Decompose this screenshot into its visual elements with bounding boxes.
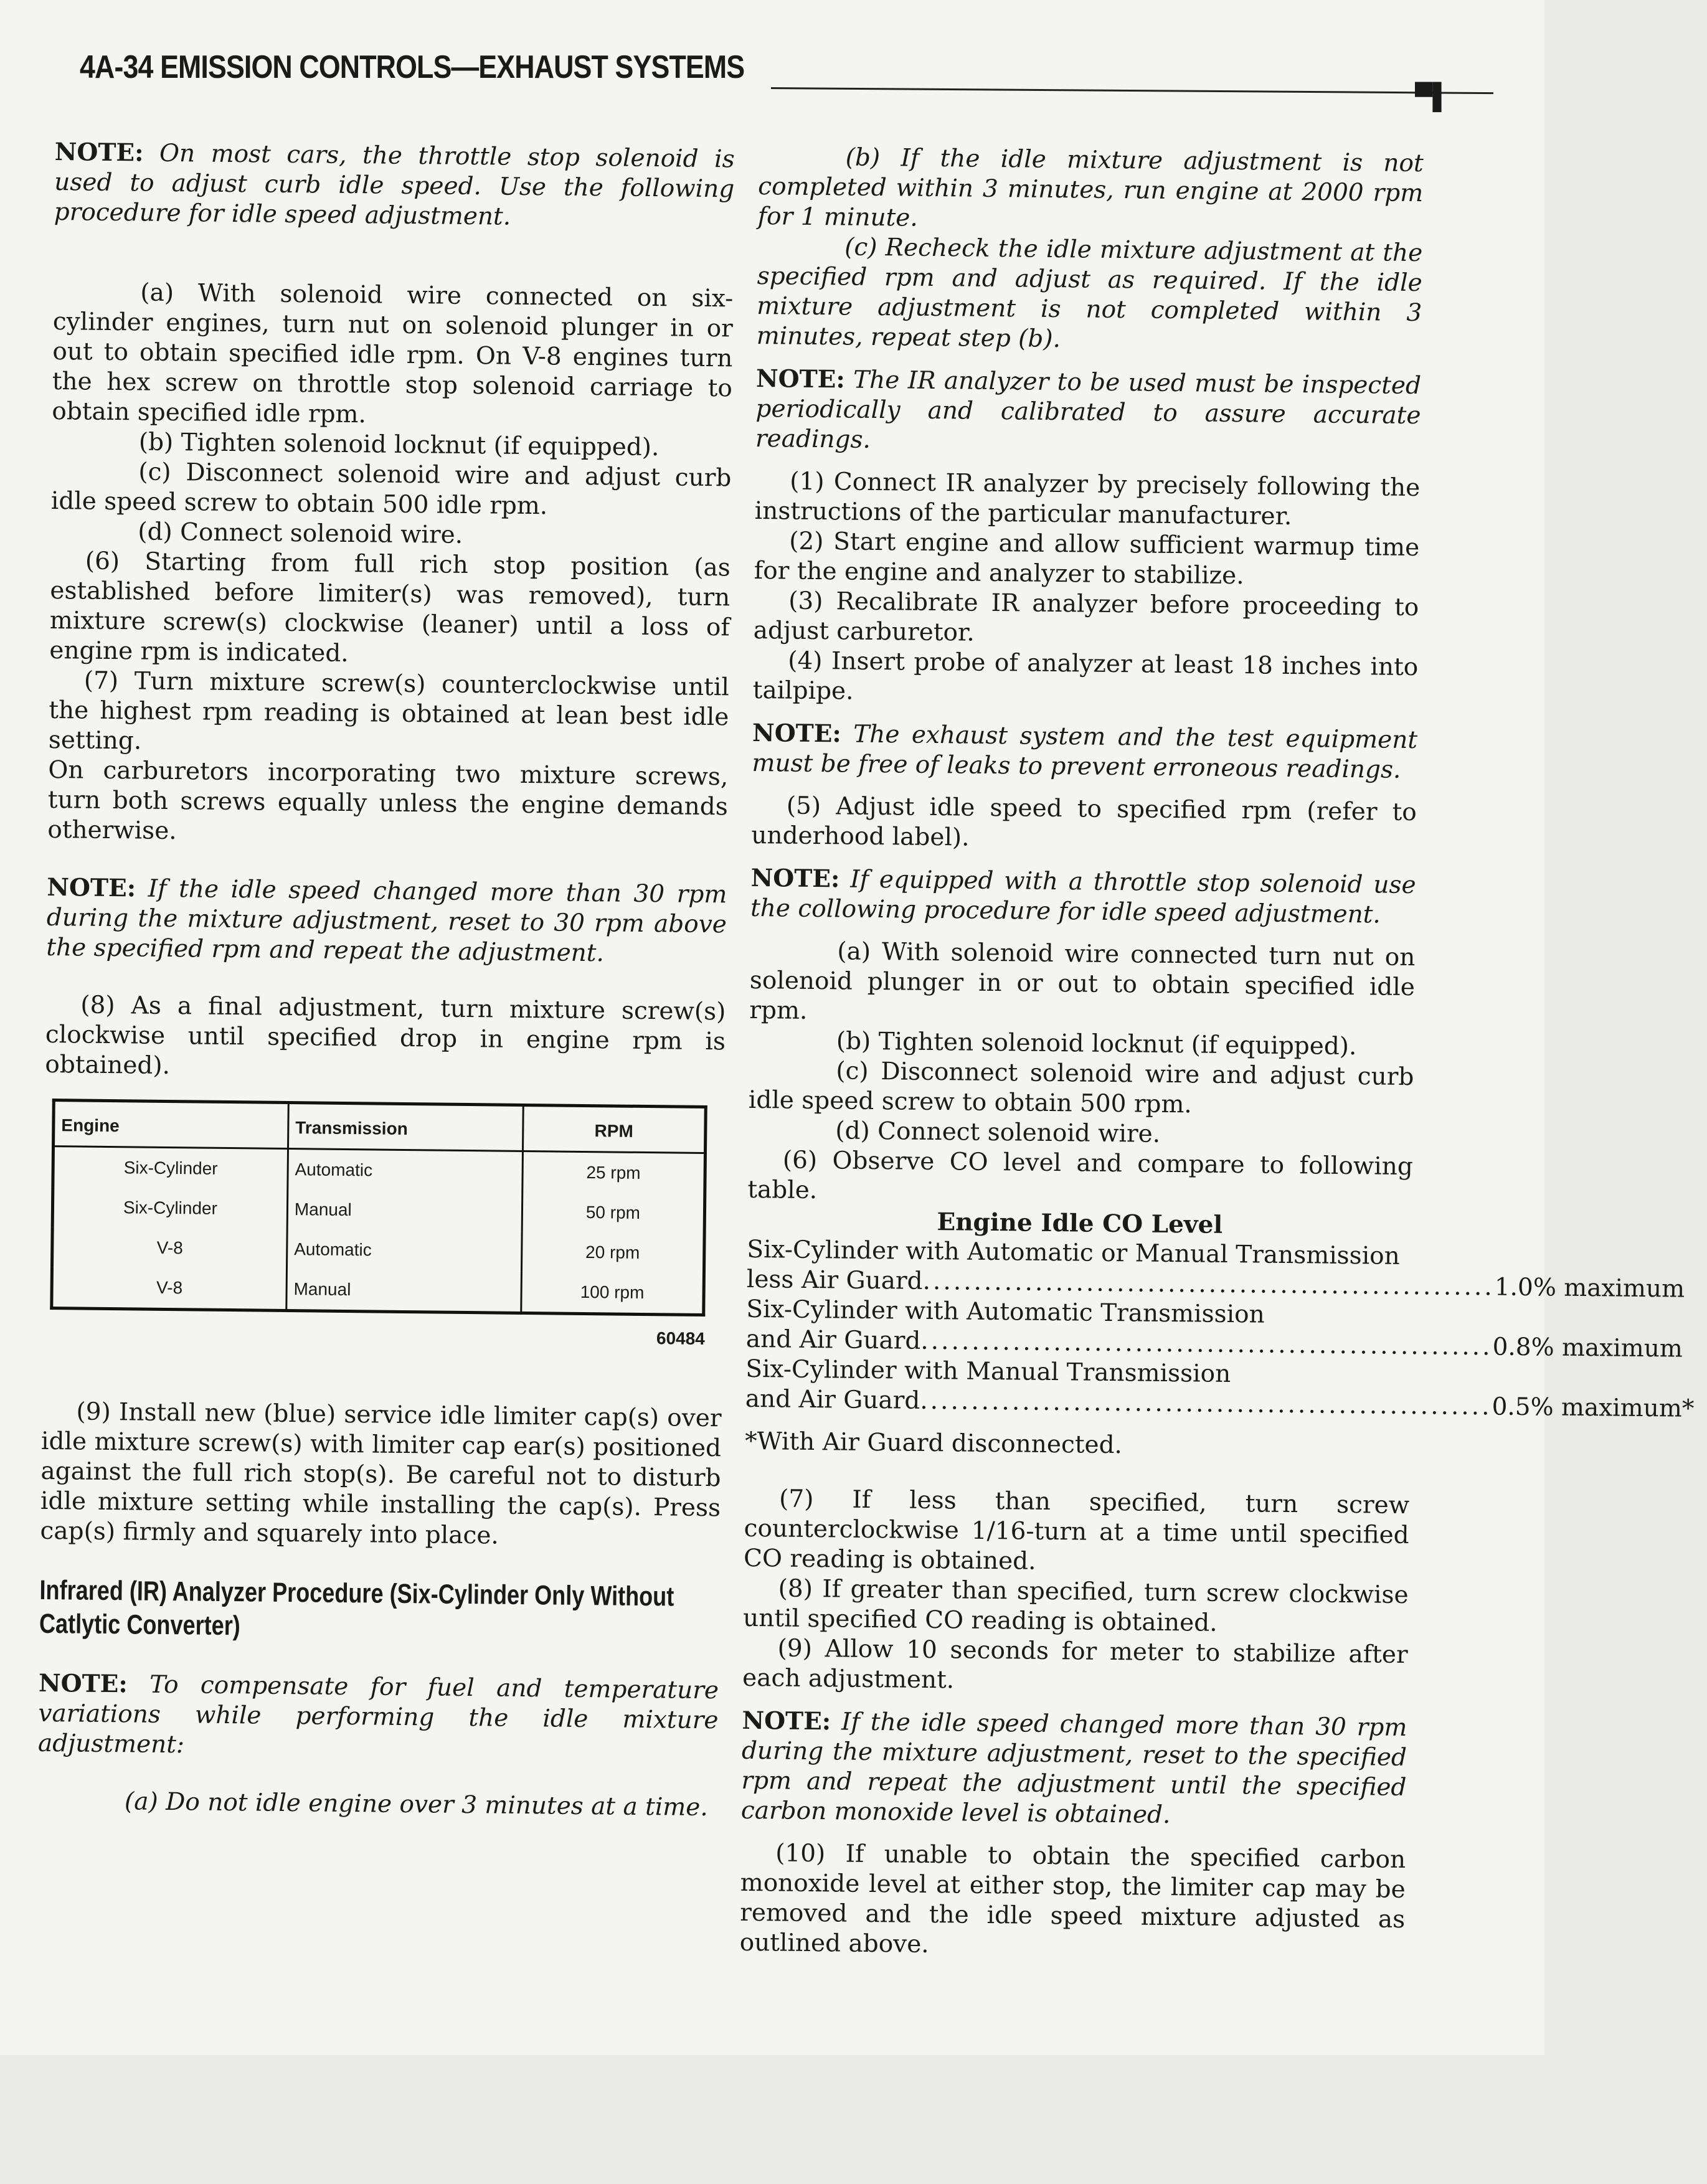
- table-cell: V-8: [52, 1267, 287, 1310]
- right-column: [739, 142, 1695, 1965]
- step-8-co: (8) If greater than specified, turn screw clockwise until specified CO reading is obtained.: [742, 1574, 1409, 1637]
- step-b: (b) Tighten solenoid locknut (if equipped).: [138, 428, 660, 462]
- step-3: (3) Recalibrate IR analyzer before proceeding to adjust carburetor.: [753, 587, 1419, 647]
- table-cell: Automatic: [286, 1229, 522, 1272]
- table-cell: 25 rpm: [586, 1163, 641, 1183]
- step-7: (7) Turn mixture screw(s) counterclockwise until the highest rpm reading is obtained at lean best idle setting.: [48, 666, 730, 755]
- table-cell: Automatic: [288, 1149, 523, 1192]
- step-9: (9) Install new (blue) service idle limiter cap(s) over idle mixture screw(s) with limiter cap ear(s) positioned against the full rich stop(s). Be careful not to disturb idle mixture setting while installing the cap(s). Press cap(s) firmly and squarely into place.: [40, 1397, 722, 1550]
- step-6-observe: (6) Observe CO level and compare to following table.: [747, 1146, 1414, 1205]
- co-entry-value: 0.8% maximum: [1492, 1333, 1683, 1363]
- page-title: 4A-34 EMISSION CONTROLS—EXHAUST SYSTEMS: [80, 49, 745, 85]
- step-2: (2) Start engine and allow sufficient warmup time for the engine and analyzer to stabilize.: [754, 527, 1420, 590]
- note-label: NOTE:: [755, 364, 846, 394]
- note-4: NOTE: The IR analyzer to be used must be inspected periodically and calibrated to assure accurate readings.: [755, 364, 1422, 454]
- table-cell: Six-Cylinder: [52, 1187, 288, 1229]
- co-entry-value: 1.0% maximum: [1494, 1273, 1685, 1303]
- table-row: [52, 1227, 705, 1274]
- step-a-ir: (a) Do not idle engine over 3 minutes at a time.: [124, 1787, 708, 1822]
- leader-dots: ........................................................: [920, 1386, 1492, 1421]
- table-cell: V-8: [52, 1227, 288, 1269]
- figure-id: 60484: [656, 1328, 706, 1349]
- step-a-solenoid: (a) With solenoid wire connected turn nut on solenoid plunger in or out to obtain specified idle rpm.: [749, 937, 1416, 1025]
- step-5: (5) Adjust idle speed to specified rpm (refer to underhood label).: [751, 792, 1417, 852]
- step-b-solenoid: (b) Tighten solenoid locknut (if equipped).: [836, 1027, 1357, 1061]
- step-6: (6) Starting from full rich stop position (as established before limiter(s) was removed), turn mixture screw(s) clockwise (leaner) until a loss of engine rpm is indicated.: [49, 547, 731, 668]
- table-row: [52, 1187, 705, 1234]
- table-cell: 20 rpm: [585, 1242, 640, 1262]
- section-heading: Infrared (IR) Analyzer Procedure (Six-Cylinder Only Without Catlytic Converter): [39, 1574, 674, 1642]
- step-a: (a) With solenoid wire connected on six-cylinder engines, turn nut on solenoid plunger in or out to obtain specified idle rpm. On V-8 engines turn the hex screw on throttle stop solenoid carriage to obtain specified idle rpm.: [52, 278, 734, 429]
- note-1: NOTE: On most cars, the throttle stop solenoid is used to adjust curb idle speed. Use the following procedure for idle speed adjustment.: [54, 137, 735, 231]
- co-entry-value: 0.5% maximum*: [1492, 1392, 1695, 1423]
- table-row: [53, 1146, 706, 1194]
- note-label: NOTE:: [38, 1668, 128, 1699]
- step-1: (1) Connect IR analyzer by precisely following the instructions of the particular manufacturer.: [754, 467, 1421, 531]
- note-label: NOTE:: [742, 1706, 831, 1736]
- co-entry-condition: and Air Guard: [745, 1384, 920, 1415]
- rpm-drop-table: [50, 1099, 707, 1317]
- step-c: (c) Disconnect solenoid wire and adjust curb idle speed screw to obtain 500 idle rpm.: [50, 458, 732, 521]
- table-cell: 50 rpm: [585, 1203, 641, 1222]
- left-column: [37, 137, 735, 1823]
- co-entry-label: Six-Cylinder with Automatic Transmission: [746, 1295, 1265, 1329]
- leader-dots: ........................................................: [920, 1326, 1493, 1361]
- step-7-co: (7) If less than specified, turn screw counterclockwise 1/16-turn at a time until specified CO reading is obtained.: [743, 1485, 1410, 1576]
- note-3: NOTE: To compensate for fuel and temperature variations while performing the idle mixture adjustment:: [37, 1668, 719, 1759]
- leader-dots: ........................................................: [922, 1267, 1495, 1302]
- header-rule: [771, 87, 1493, 94]
- note-2: NOTE: If the idle speed changed more than 30 rpm during the mixture adjustment, reset to 30 rpm above the specified rpm and repeat the adjustment.: [46, 872, 727, 968]
- step-8: (8) As a final adjustment, turn mixture screw(s) clockwise until specified drop in engine rpm is obtained).: [45, 991, 726, 1080]
- step-c-solenoid: (c) Disconnect solenoid wire and adjust curb idle speed screw to obtain 500 rpm.: [748, 1057, 1414, 1119]
- table-cell: Manual: [286, 1269, 522, 1313]
- note-label: NOTE:: [750, 863, 840, 894]
- carburetor-note: On carburetors incorporating two mixture screws, turn both screws equally unless the engine demands otherwise.: [47, 755, 729, 846]
- co-entry-label: Six-Cylinder with Manual Transmission: [745, 1354, 1231, 1389]
- page-header: [80, 49, 1462, 98]
- step-d: (d) Connect solenoid wire.: [138, 518, 463, 549]
- step-9-co: (9) Allow 10 seconds for meter to stabilize after each adjustment.: [742, 1634, 1408, 1695]
- table-row: [52, 1267, 704, 1315]
- rpm-drop-table-wrapper: [50, 1099, 707, 1354]
- step-b-ir: (b) If the idle mixture adjustment is not completed within 3 minutes, run engine at 2000 rpm for 1 minute.: [757, 143, 1424, 232]
- note-label: NOTE:: [47, 872, 136, 903]
- co-footnote: *With Air Guard disconnected.: [744, 1427, 1123, 1460]
- step-4: (4) Insert probe of analyzer at least 18 inches into tailpipe.: [752, 646, 1419, 706]
- note-7: NOTE: If the idle speed changed more than 30 rpm during the mixture adjustment, reset to the specified rpm and repeat the adjustment until the specified carbon monoxide level is obtained.: [740, 1706, 1407, 1830]
- table-header-transmission: Transmission: [288, 1103, 523, 1151]
- co-entry-condition: less Air Guard: [746, 1265, 923, 1295]
- note-6: NOTE: If equipped with a throttle stop solenoid use the collowing procedure for idle speed adjustment.: [750, 863, 1416, 929]
- table-header-rpm: RPM: [523, 1105, 706, 1153]
- co-level-heading: Engine Idle CO Level: [937, 1208, 1223, 1239]
- table-cell: 100 rpm: [580, 1282, 645, 1303]
- step-d-solenoid: (d) Connect solenoid wire.: [835, 1117, 1161, 1148]
- table-header-engine: Engine: [54, 1100, 289, 1149]
- co-entry-label: Six-Cylinder with Automatic or Manual Transmission: [747, 1235, 1401, 1270]
- corner-mark: ▀▌: [1415, 83, 1450, 110]
- step-c-ir: (c) Recheck the idle mixture adjustment at the specified rpm and adjust as required. If the idle mixture adjustment is not completed within 3 minutes, repeat step (b).: [756, 233, 1423, 354]
- note-label: NOTE:: [54, 137, 144, 168]
- note-5: NOTE: The exhaust system and the test equipment must be free of leaks to prevent erroneous readings.: [752, 718, 1418, 784]
- co-entry-condition: and Air Guard: [745, 1325, 921, 1355]
- note-label: NOTE:: [752, 718, 842, 749]
- table-cell: Manual: [287, 1189, 523, 1232]
- table-cell: Six-Cylinder: [53, 1146, 288, 1189]
- co-level-table: [744, 1205, 1695, 1463]
- step-10: (10) If unable to obtain the specified carbon monoxide level at either stop, the limiter cap may be removed and the idle speed mixture adjusted as outlined above.: [739, 1839, 1406, 1959]
